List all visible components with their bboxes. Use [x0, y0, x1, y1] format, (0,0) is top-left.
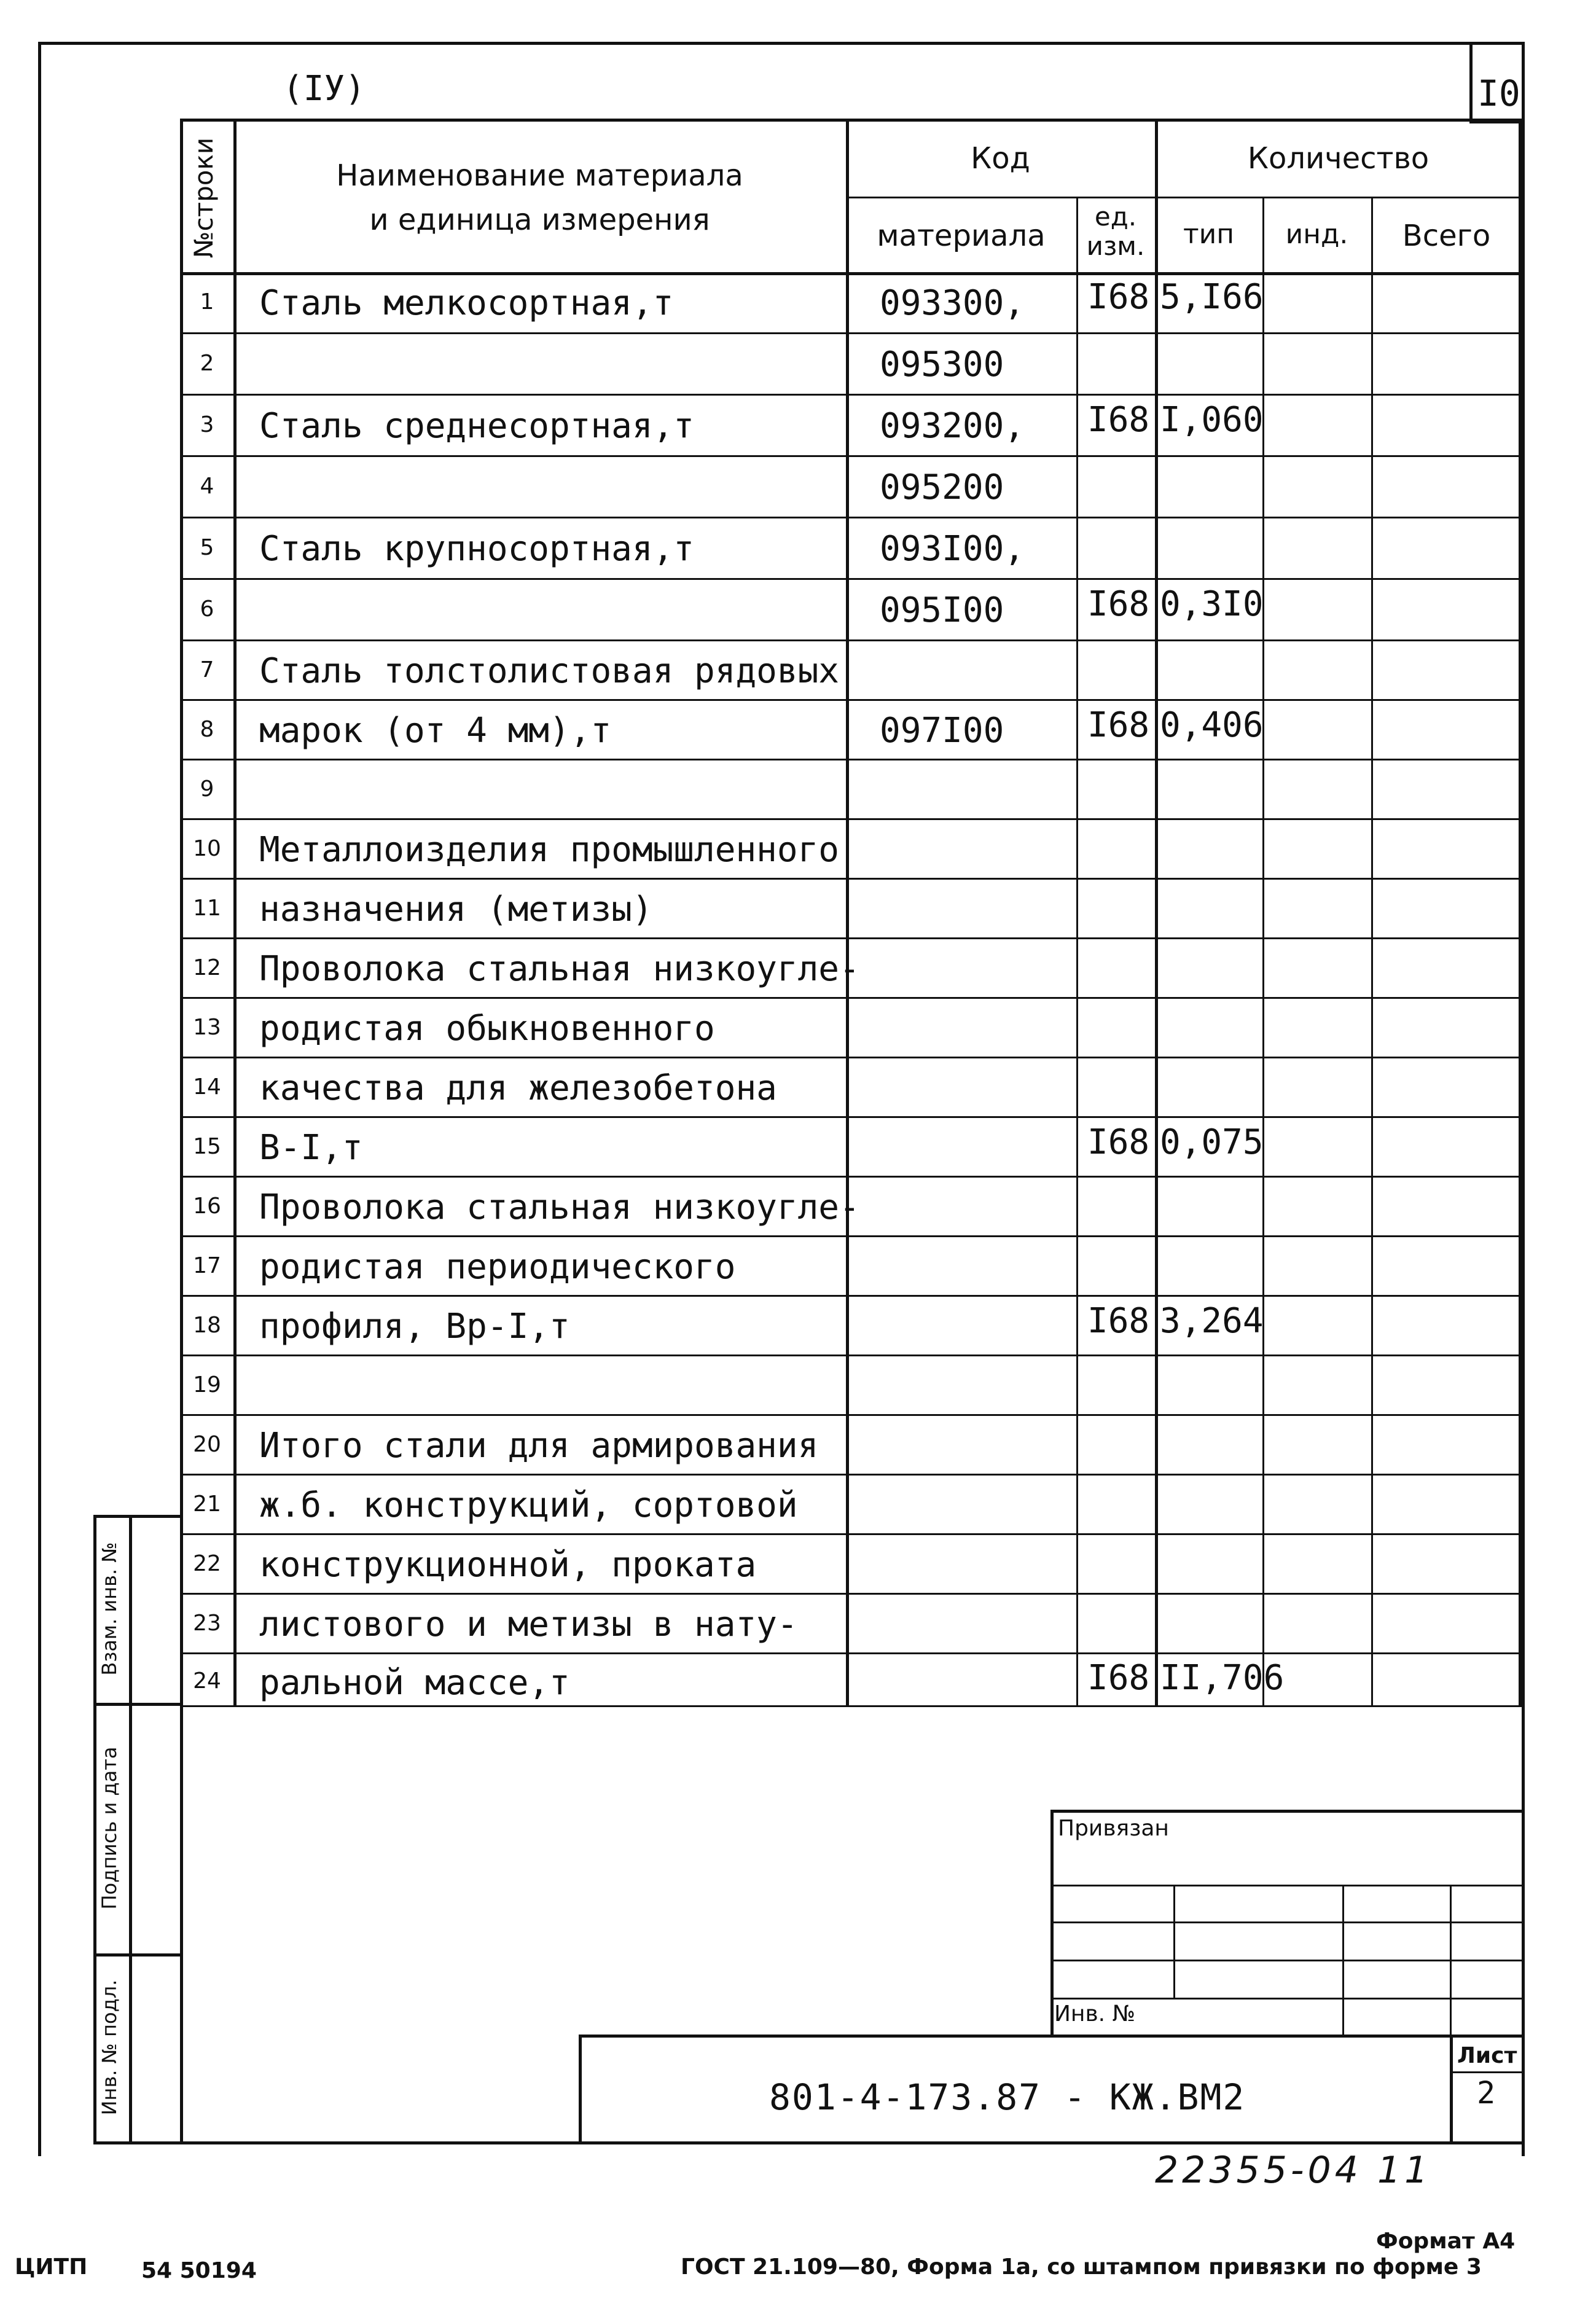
row-number: 6: [200, 596, 214, 622]
header-bottom-line: [180, 272, 1522, 275]
unit-code: I68: [1087, 1122, 1150, 1162]
side-stamp-mid: [129, 1515, 132, 2144]
frame-left-line: [38, 42, 41, 2156]
row-number: 14: [193, 1074, 221, 1100]
header-material: материала: [877, 219, 1046, 253]
unit-code: I68: [1087, 584, 1150, 624]
row-separator: [180, 937, 1522, 939]
material-name: Итого стали для армирования: [259, 1426, 819, 1466]
header-unit-line1: ед.: [1094, 201, 1137, 232]
row-separator: [180, 699, 1522, 701]
material-name: марок (от 4 мм),т: [259, 711, 612, 751]
stamp-top: [1050, 1810, 1525, 1813]
material-code: 095300: [880, 345, 1004, 385]
title-sheet-divider: [1450, 2035, 1453, 2144]
side-label-signature-date: Подпись и дата: [98, 1746, 121, 1910]
material-name: Проволока стальная низкоугле-: [259, 949, 860, 989]
unit-code: I68: [1087, 400, 1150, 440]
row-separator: [180, 639, 1522, 641]
row-separator: [180, 332, 1522, 334]
row-number: 1: [200, 289, 214, 315]
sheet-value: 2: [1477, 2075, 1496, 2111]
row-number: 10: [193, 836, 221, 861]
row-number: 23: [193, 1611, 221, 1636]
header-type: тип: [1183, 219, 1234, 250]
material-code: 093200,: [880, 406, 1025, 446]
header-rownum: №строки: [189, 137, 219, 259]
footer-org: ЦИТП: [15, 2254, 88, 2280]
material-code: 097I00: [880, 711, 1004, 751]
row-separator: [180, 1533, 1522, 1535]
row-separator: [180, 1414, 1522, 1416]
row-separator: [180, 759, 1522, 760]
header-ind: инд.: [1285, 219, 1348, 250]
footer-org-code: 54 50194: [141, 2258, 257, 2283]
row-separator: [180, 517, 1522, 518]
row-separator: [180, 878, 1522, 880]
quantity-type: II,706: [1160, 1658, 1285, 1698]
stamp-row2: [1050, 1921, 1525, 1923]
material-name: Сталь толстолистовая рядовых: [259, 651, 840, 691]
stamp-row3: [1050, 1960, 1525, 1961]
material-name: В-I,т: [259, 1128, 363, 1168]
footer-gost: ГОСТ 21.109—80, Форма 1а, со штампом привязки по форме 3: [681, 2254, 1482, 2280]
title-block-left: [579, 2035, 582, 2144]
row-number: 22: [193, 1551, 221, 1576]
row-separator: [180, 1116, 1522, 1118]
material-name: конструкционной, проката: [259, 1545, 757, 1585]
side-label-replace-inv: Взам. инв. №: [98, 1542, 121, 1676]
material-name: Сталь крупносортная,т: [259, 529, 695, 569]
frame-top-line: [38, 42, 1525, 45]
stamp-row4: [1050, 1998, 1525, 2000]
quantity-type: I,060: [1160, 400, 1264, 440]
row-number: 19: [193, 1372, 221, 1398]
unit-code: I68: [1087, 705, 1150, 745]
stamp-inv-label: Инв. №: [1054, 2001, 1136, 2027]
row-separator: [180, 1652, 1522, 1654]
row-separator: [180, 1057, 1522, 1058]
stamp-row1: [1050, 1885, 1525, 1886]
sheet-number: I0: [1477, 72, 1520, 114]
quantity-type: 5,I66: [1160, 277, 1264, 317]
col-ind-right: [1371, 197, 1373, 1706]
section-label: (IУ): [283, 69, 366, 109]
header-mid-line: [846, 197, 1522, 198]
header-name-line1: Наименование материала: [336, 158, 743, 193]
document-code: 801-4-173.87 - КЖ.ВМ2: [769, 2076, 1246, 2118]
material-name: Проволока стальная низкоугле-: [259, 1187, 860, 1227]
stamp-col2: [1342, 1885, 1344, 2037]
row-number: 9: [200, 776, 214, 802]
material-name: назначения (метизы): [259, 889, 653, 929]
stamp-bound-label: Привязан: [1058, 1816, 1169, 1841]
sheet-label: Лист: [1457, 2043, 1517, 2068]
row-number: 8: [200, 717, 214, 742]
material-name: листового и метизы в нату-: [259, 1605, 798, 1644]
col-unit-right: [1155, 119, 1158, 1706]
unit-code: I68: [1087, 1301, 1150, 1341]
row-number: 18: [193, 1313, 221, 1338]
header-name-line2: и единица измерения: [369, 203, 710, 237]
sheet-box-left: [1469, 42, 1473, 122]
material-name: родистая периодического: [259, 1247, 736, 1287]
row-number: 13: [193, 1015, 221, 1040]
row-separator: [180, 818, 1522, 820]
row-number: 3: [200, 412, 214, 437]
row-number: 16: [193, 1194, 221, 1219]
frame-right-line: [1522, 42, 1525, 2156]
row-number: 12: [193, 955, 221, 980]
stamp-col3: [1450, 1885, 1452, 2037]
col-rownum-right: [233, 119, 237, 1706]
row-number: 7: [200, 657, 214, 682]
quantity-type: 0,075: [1160, 1122, 1264, 1162]
row-number: 24: [193, 1668, 221, 1694]
row-separator: [180, 1705, 1522, 1707]
row-number: 17: [193, 1253, 221, 1278]
row-separator: [180, 1474, 1522, 1476]
row-separator: [180, 455, 1522, 457]
side-stamp-left: [93, 1515, 96, 2144]
title-sheet-line: [1450, 2071, 1525, 2073]
material-name: Сталь среднесортная,т: [259, 406, 695, 446]
unit-code: I68: [1087, 277, 1150, 317]
row-separator: [180, 1295, 1522, 1297]
header-unit-line2: изм.: [1086, 231, 1145, 261]
material-name: профиля, Вр-I,т: [259, 1307, 570, 1347]
footer-format: Формат А4: [1376, 2229, 1516, 2254]
row-separator: [180, 997, 1522, 999]
row-number: 21: [193, 1491, 221, 1517]
header-code: Код: [971, 141, 1030, 176]
material-code: 095I00: [880, 590, 1004, 630]
material-code: 095200: [880, 467, 1004, 507]
row-separator: [180, 1176, 1522, 1178]
row-separator: [180, 1235, 1522, 1237]
row-separator: [180, 578, 1522, 580]
material-name: Сталь мелкосортная,т: [259, 283, 674, 323]
side-stamp-bottom: [93, 2141, 1525, 2144]
handwritten-number: 22355-04 11: [1155, 2149, 1432, 2192]
row-number: 2: [200, 351, 214, 376]
quantity-type: 0,406: [1160, 705, 1264, 745]
row-number: 15: [193, 1134, 221, 1159]
row-separator: [180, 394, 1522, 396]
material-code: 093I00,: [880, 529, 1025, 569]
col-material-right: [1076, 197, 1078, 1706]
material-name: Металлоизделия промышленного: [259, 830, 840, 870]
header-total: Всего: [1402, 219, 1491, 253]
material-name: родистая обыкновенного: [259, 1009, 715, 1049]
title-block-top: [579, 2035, 1525, 2038]
table-top-line: [180, 119, 1522, 122]
col-name-right: [846, 119, 849, 1706]
row-separator: [180, 1593, 1522, 1595]
header-quantity: Количество: [1247, 141, 1430, 176]
row-separator: [180, 1354, 1522, 1356]
unit-code: I68: [1087, 1658, 1150, 1698]
material-name: качества для железобетона: [259, 1068, 777, 1108]
quantity-type: 0,3I0: [1160, 584, 1264, 624]
stamp-col1: [1173, 1885, 1175, 1998]
material-name: ж.б. конструкций, сортовой: [259, 1485, 798, 1525]
stamp-left: [1050, 1810, 1054, 2037]
table-right-line: [1519, 119, 1522, 1706]
material-code: 093300,: [880, 283, 1025, 323]
row-number: 4: [200, 474, 214, 499]
side-label-orig-inv: Инв. № подл.: [98, 1979, 121, 2116]
quantity-type: 3,264: [1160, 1301, 1264, 1341]
row-number: 20: [193, 1432, 221, 1457]
row-number: 11: [193, 896, 221, 921]
row-number: 5: [200, 535, 214, 560]
material-name: ральной массе,т: [259, 1663, 570, 1703]
